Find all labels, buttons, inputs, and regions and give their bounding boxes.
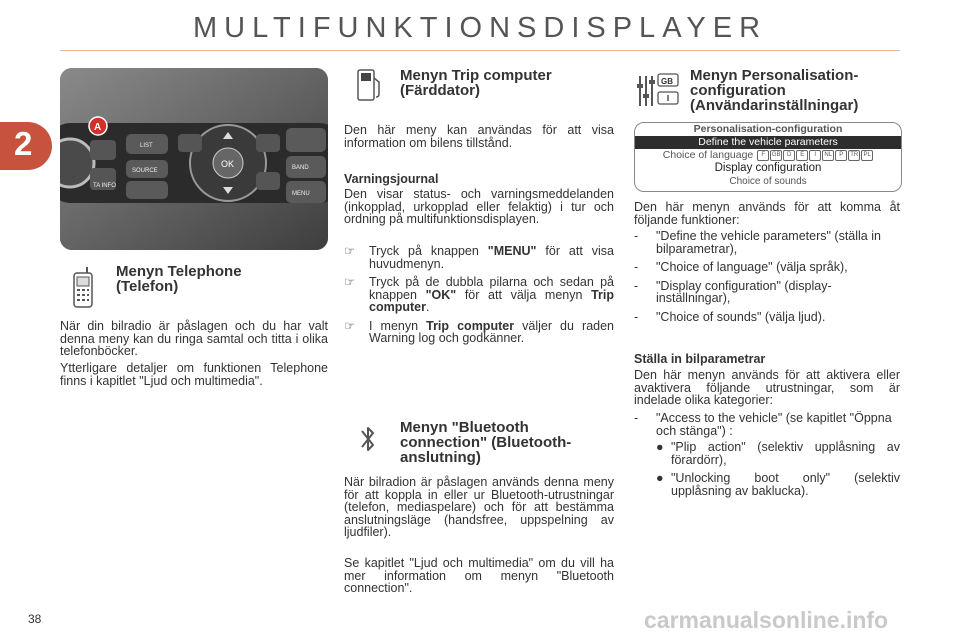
step-2: ☞ Tryck på de dubbla pilarna och sedan på knappen "OK" för att välja menyn Trip computer. [344,275,614,314]
screen-menu-item-display: Display configuration [714,162,822,174]
telephone-heading: Menyn Telephone (Telefon) [116,263,242,295]
warning-log-subheading: Varningsjournal [344,172,439,186]
svg-text:TA INFO: TA INFO [93,183,116,189]
list-item: ● "Plip action" (selektiv upplåsning av förardörr), [656,440,900,467]
warning-log-paragraph: Den visar status- och varningsmeddelanden (inkopplad, urkopplad eller felaktig) i tur och ordning på multifunktionsdisplayen. [344,187,614,226]
step-1: ☞ Tryck på knappen "MENU" för att visa huvudmenyn. [344,244,614,271]
trip-computer-steps [344,245,614,351]
fuel-pump-icon [356,68,382,102]
list-item: ● "Unlocking boot only" (selektiv upplåsning av baklucka). [656,471,900,498]
gb-flag-icon: GB [661,77,673,86]
bluetooth-heading: Menyn "Bluetooth connection" (Bluetooth- anslutning) [400,419,572,466]
telephone-paragraph-2: Ytterligare detaljer om funktionen Telephone finns i kapitlet "Ljud och multimedia". [60,361,328,388]
telephone-paragraph-1: När din bilradio är påslagen och du har valt denna meny kan du ringa samtal och titta i olika telefonböcker. [60,319,328,358]
display-screen [634,122,902,192]
pointing-hand-icon: ☞ [344,318,356,333]
page-number: 38 [28,612,42,626]
trip-computer-heading: Menyn Trip computer (Färddator) [400,67,552,99]
svg-text:LIST: LIST [140,143,153,149]
screen-menu-item-sounds: Choice of sounds [729,176,807,187]
step-3: ☞ I menyn Trip computer väljer du raden Warning log och godkänner. [344,318,614,345]
trip-computer-intro: Den här meny kan användas för att visa information om bilens tillstånd. [344,123,614,150]
bluetooth-paragraph-1: När bilradion är påslagen används denna meny för att koppla in eller ur Bluetooth-utrustningar (telefon, mediaspelare) och för att bestämma anslutningsläge (handsfree, uppspelning av ljudfiler). [344,475,614,539]
screen-title: Personalisation-configuration [693,123,843,135]
screen-menu-item-selected: Define the vehicle parameters [635,136,901,149]
vehicle-parameters-list [634,412,900,443]
language-flags: F GB D E I NL P TR PL [756,149,873,161]
list-item: - "Access to the vehicle" (se kapitlet "Öppna och stänga") : [634,411,892,438]
personalisation-heading: Menyn Personalisation- configuration (Användarinställningar) [690,67,859,114]
bluetooth-icon [358,423,378,455]
list-item: - "Display configuration" (display-inställningar), [634,278,832,305]
svg-text:OK: OK [221,159,235,169]
svg-text:MENU: MENU [292,191,310,197]
vehicle-parameters-paragraph: Den här menyn används för att aktivera eller avaktivera följande utrustningar, som är indelade olika kategorier: [634,368,900,407]
svg-text:A: A [94,122,102,133]
title-divider [60,50,900,51]
bluetooth-paragraph-2: Se kapitlet "Ljud och multimedia" om du vill ha mer information om menyn "Bluetooth connection". [344,556,614,595]
phone-icon [72,267,94,309]
control-panel-photo [60,68,328,250]
chapter-number: 2 [14,125,33,162]
svg-text:SOURCE: SOURCE [132,168,158,174]
personalisation-functions-list [634,230,900,329]
pointing-hand-icon: ☞ [344,244,356,258]
list-item: - "Choice of sounds" (välja ljud). [634,309,826,324]
svg-text:BAND: BAND [292,165,309,171]
vehicle-parameters-subheading: Ställa in bilparametrar [634,352,766,366]
pointing-hand-icon: ☞ [344,275,356,289]
settings-sliders-icon [636,72,680,108]
list-item: - "Define the vehicle parameters" (ställa in bilparametrar), [634,229,881,256]
page-title: MULTIFUNKTIONSDISPLAYER [192,12,768,44]
list-item: - "Choice of language" (välja språk), [634,260,848,274]
screen-menu-item-language: Choice of language F GB D E I NL P TR PL [635,149,901,162]
personalisation-intro: Den här menyn används för att komma åt följande funktioner: [634,200,900,227]
watermark: carmanualsonline.info [644,607,889,633]
access-options-list [656,441,900,503]
